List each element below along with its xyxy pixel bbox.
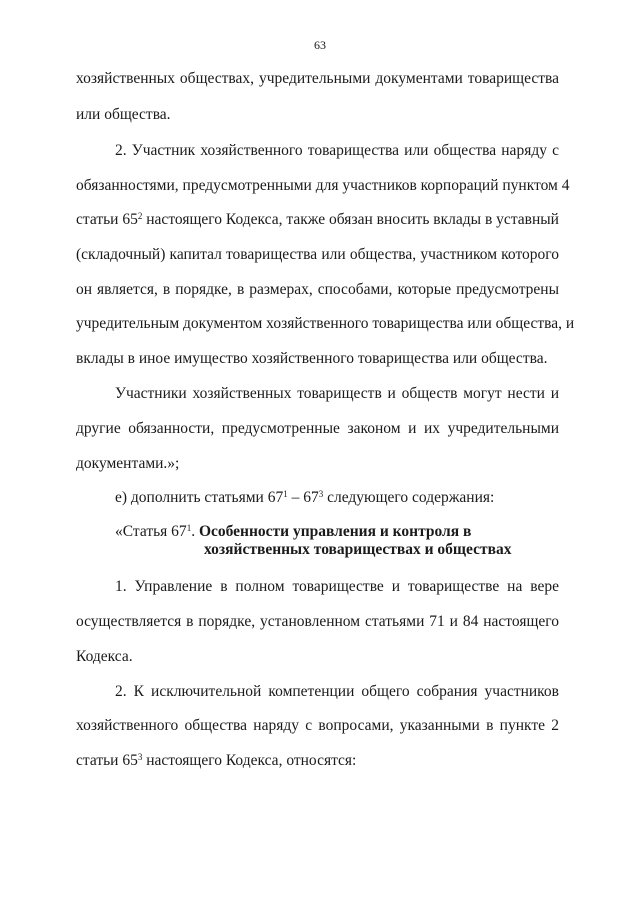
article-heading [115,523,559,541]
superscript: 1 [283,489,288,499]
text-fragment: е) дополнить статьями 67 [115,489,284,506]
text-fragment: статьи 65 [76,752,138,769]
paragraph-line: или общества. [76,106,171,123]
paragraph-line: документами.»; [76,455,180,472]
paragraph-line: хозяйственных обществах, учредительными документами товарищества [76,70,559,87]
text-fragment: . [191,523,199,540]
text-fragment: настоящего Кодекса, относятся: [142,752,357,769]
paragraph-line: обязанностями, предусмотренными для участников корпораций пунктом 4 [76,177,570,194]
paragraph-line: хозяйственного общества наряду с вопросами, указанными в пункте 2 [76,717,559,734]
paragraph-line [76,211,559,229]
text-fragment: – 67 [287,489,319,506]
paragraph-line: другие обязанности, предусмотренные законом и их учредительными [76,420,559,437]
paragraph-line [115,489,559,507]
paragraph-line: Кодекса. [76,648,133,665]
superscript: 1 [186,523,192,533]
paragraph-line: вклады в иное имущество хозяйственного товарищества или общества. [76,350,548,367]
article-title-line-2: хозяйственных товариществах и обществах [204,541,512,558]
article-prefix: «Статья 67 [115,523,187,540]
superscript: 3 [137,752,143,762]
superscript: 3 [318,489,324,499]
paragraph-line: Участники хозяйственных товариществ и обществ могут нести и [115,385,559,402]
page-number: 63 [314,38,326,52]
paragraph-line: 2. К исключительной компетенции общего собрания участников [115,683,559,700]
paragraph-line [76,752,559,770]
article-title: Особенности управления и контроля в [198,523,472,540]
text-fragment: следующего содержания: [323,489,495,506]
paragraph-line: (складочный) капитал товарищества или общества, участником которого [76,246,559,263]
text-fragment: статьи 65 [76,211,138,228]
text-fragment: настоящего Кодекса, также обязан вносить вклады в уставный [142,211,559,228]
paragraph-line: 1. Управление в полном товариществе и товариществе на вере [115,578,559,595]
paragraph-line: осуществляется в порядке, установленном статьями 71 и 84 настоящего [76,613,559,630]
superscript: 2 [137,211,143,221]
paragraph-line: он является, в порядке, в размерах, способами, которые предусмотрены [76,281,559,298]
paragraph-line: учредительным документом хозяйственного товарищества или общества, и [76,315,575,332]
paragraph-line: 2. Участник хозяйственного товарищества или общества наряду с [115,142,559,159]
